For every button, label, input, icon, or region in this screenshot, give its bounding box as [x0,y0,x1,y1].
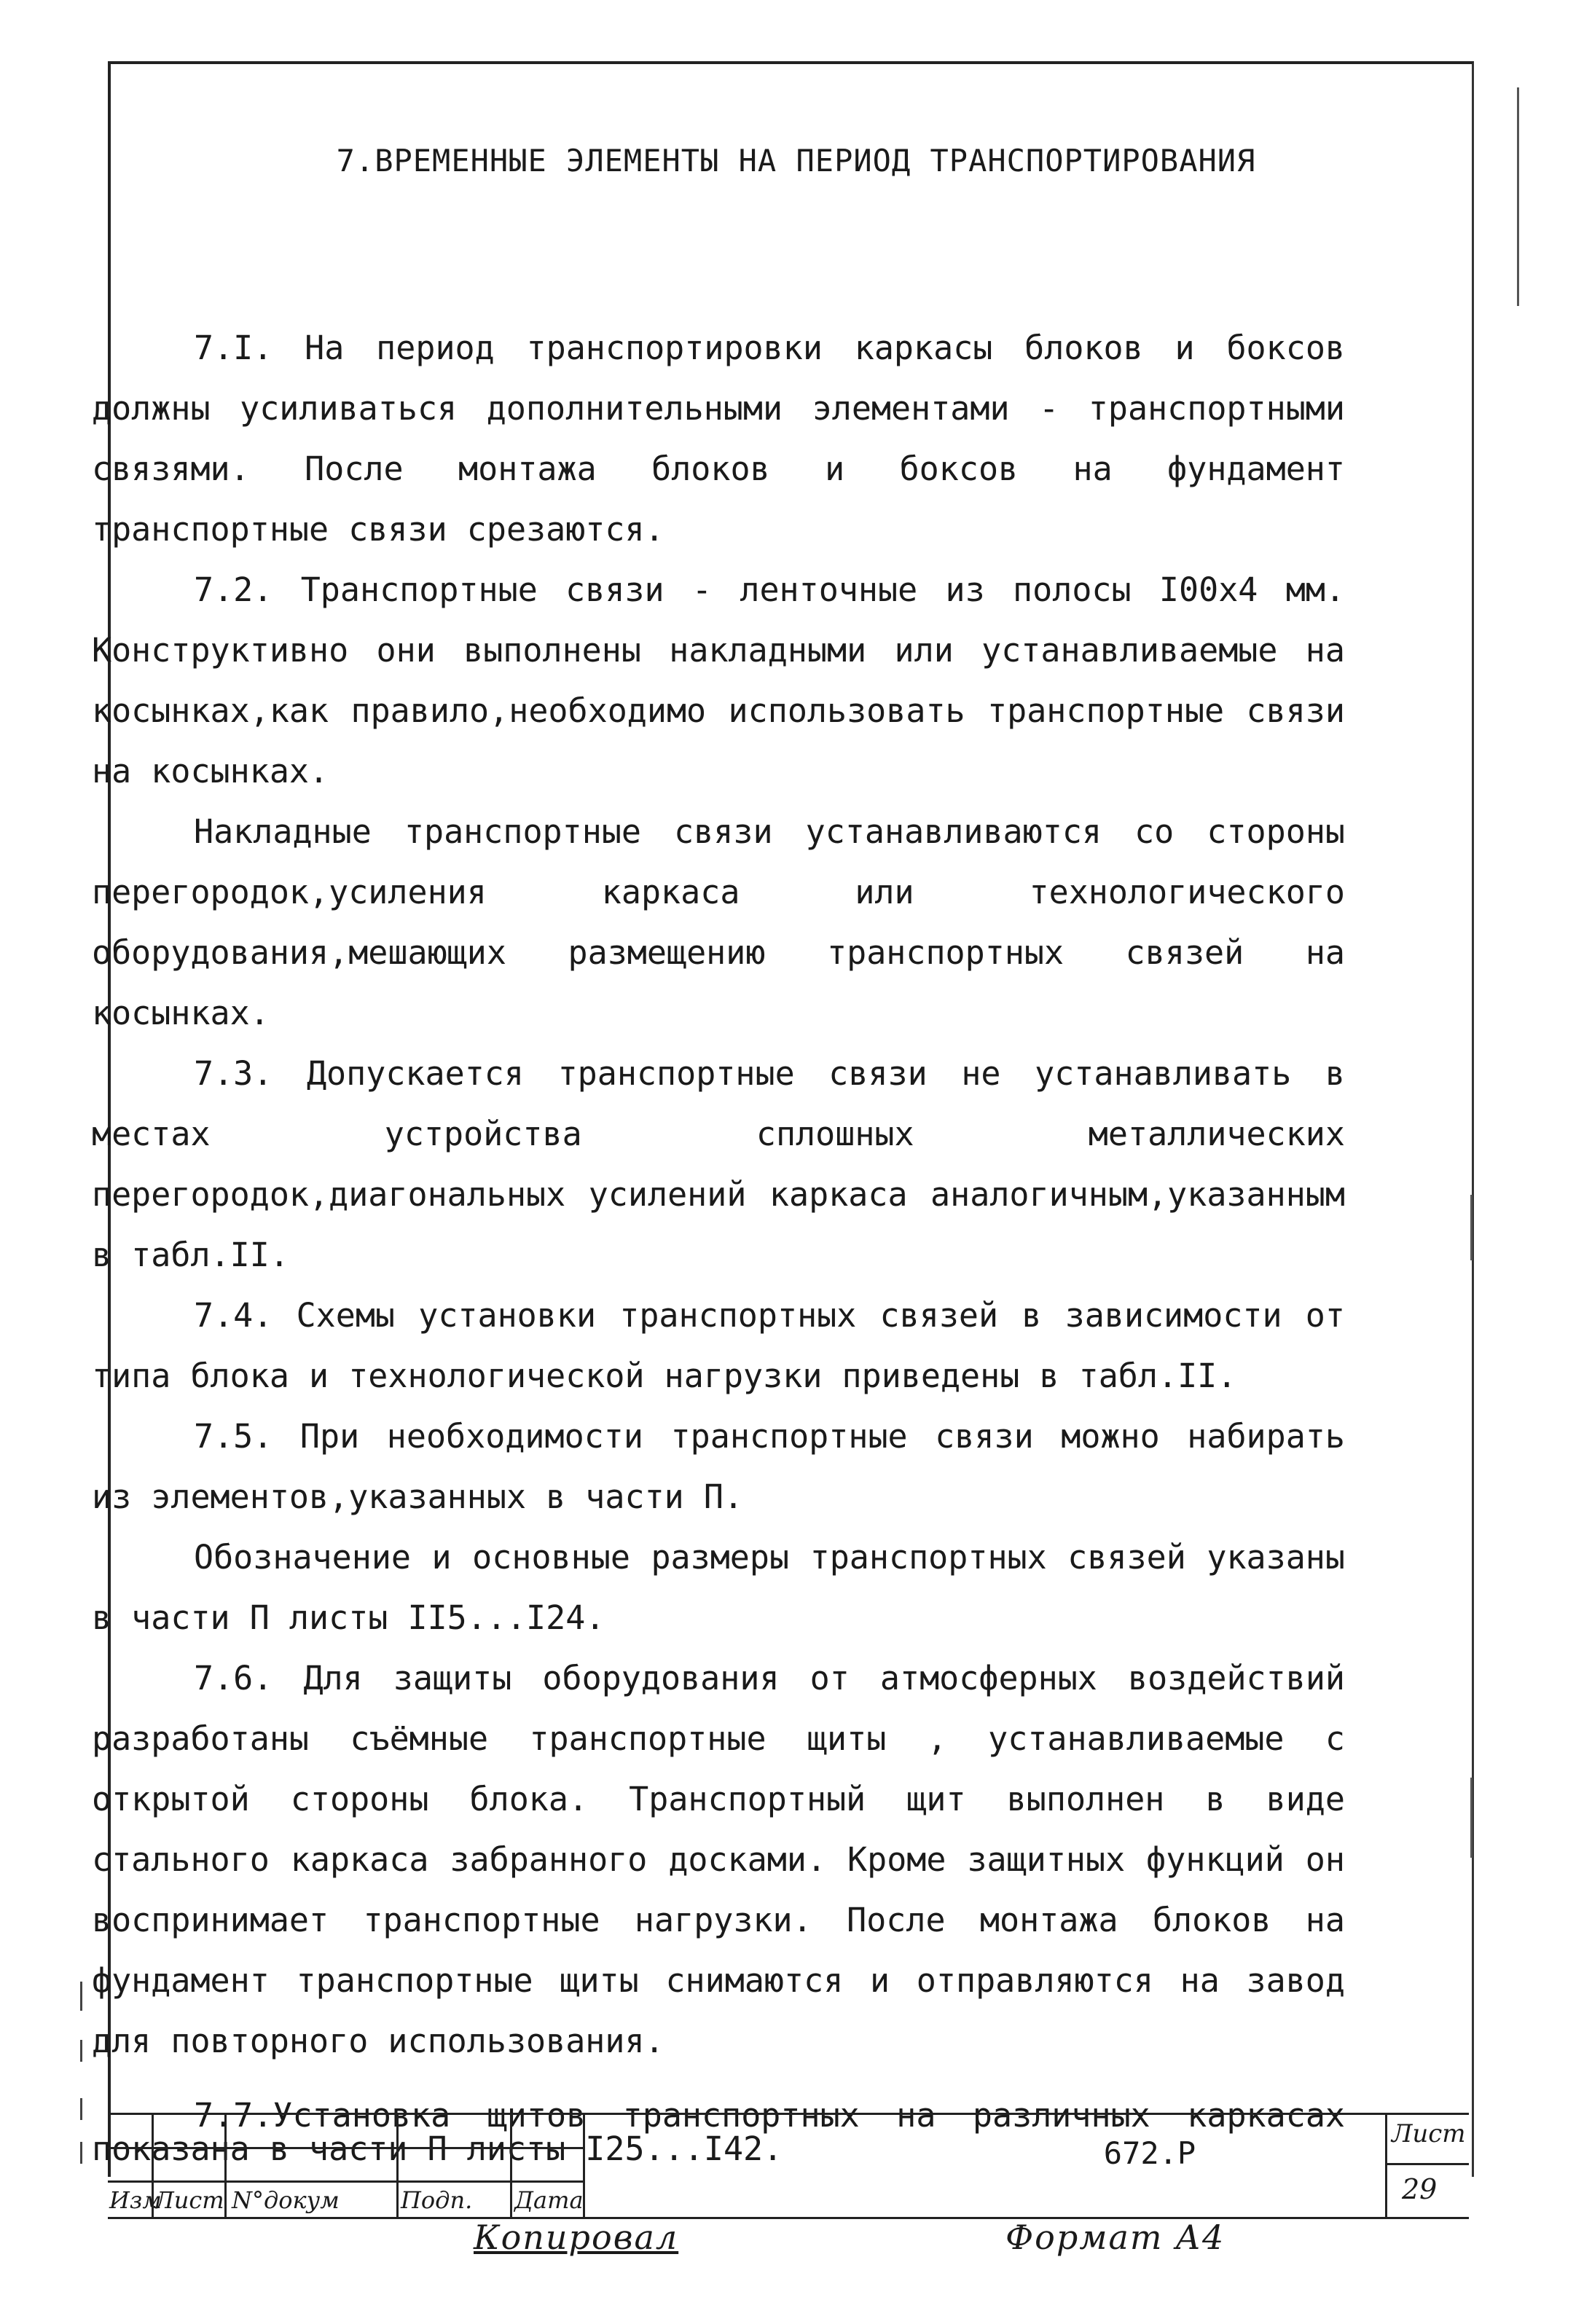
binding-marks [73,1982,102,2171]
paragraph: 7.I. На период транспортировки каркасы блоков и боксов должны усиливаться дополнительными элементами - транспортными связями. После монтажа блоков и боксов на фундамент транспортные связи срезаются. [92,329,1345,549]
format-label: Формат А4 [1005,2218,1226,2257]
column-label: Изм [109,2186,162,2214]
paragraph: 7.4. Схемы установки транспортных связей в зависимости от типа блока и технологической нагрузки приведены в табл.II. [92,1296,1345,1395]
page-title: 7.ВРЕМЕННЫЕ ЭЛЕМЕНТЫ НА ПЕРИОД ТРАНСПОРТИРОВАНИЯ [336,143,1256,178]
edge-mark [1470,1778,1473,1858]
copied-by-label: Копировал [474,2218,679,2257]
title-block [108,2113,1469,2219]
sheet-box [1385,2115,1469,2217]
edge-mark [1470,1195,1473,1260]
paragraph: 7.7.Установка щитов транспортных на различных каркасах показана в части П листы I25...I42. [92,2096,1345,2168]
sheet-number: 29 [1402,2173,1438,2205]
column-label: N°докум [232,2186,340,2214]
paragraph: 7.6. Для защиты оборудования от атмосферных воздействий разработаны съёмные транспортные щиты , устанавливаемые с открытой стороны блока. Транспортный щит выполнен в виде стального каркаса забранного досками. Кроме защитных функций он воспринимает транспортные нагрузки. После монтажа блоков на фундамент транспортные щиты снимаются и отправляются на завод для повторного использования. [92,1659,1345,2060]
column-label: Лист [154,2186,224,2214]
paragraph: 7.5. При необходимости транспортные связи можно набирать из элементов,указанных в части П. [92,1417,1345,1516]
paragraph: 7.2. Транспортные связи - ленточные из полосы I00х4 мм. Конструктивно они выполнены накладными или устанавливаемые на косынках,как правило,необходимо использовать транспортные связи на косынках. [92,570,1345,790]
column-label: Дата [514,2186,584,2214]
column-label: Подп. [401,2186,473,2214]
revision-grid [108,2115,583,2217]
document-code: 672.Р [1103,2135,1196,2171]
sheet-label: Лист [1392,2119,1466,2148]
edge-mark [1517,87,1519,306]
paragraph: Накладные транспортные связи устанавливаются со стороны перегородок,усиления каркаса или технологического оборудования,мешающих размещению транспортных связей на косынках. [92,812,1345,1032]
paragraph: Обозначение и основные размеры транспортных связей указаны в части П листы II5...I24. [92,1538,1345,1637]
document-body [92,318,1345,2166]
paragraph: 7.3. Допускается транспортные связи не устанавливать в местах устройства сплошных металлических перегородок,диагональных усилений каркаса аналогичным,указанным в табл.II. [92,1054,1345,1274]
